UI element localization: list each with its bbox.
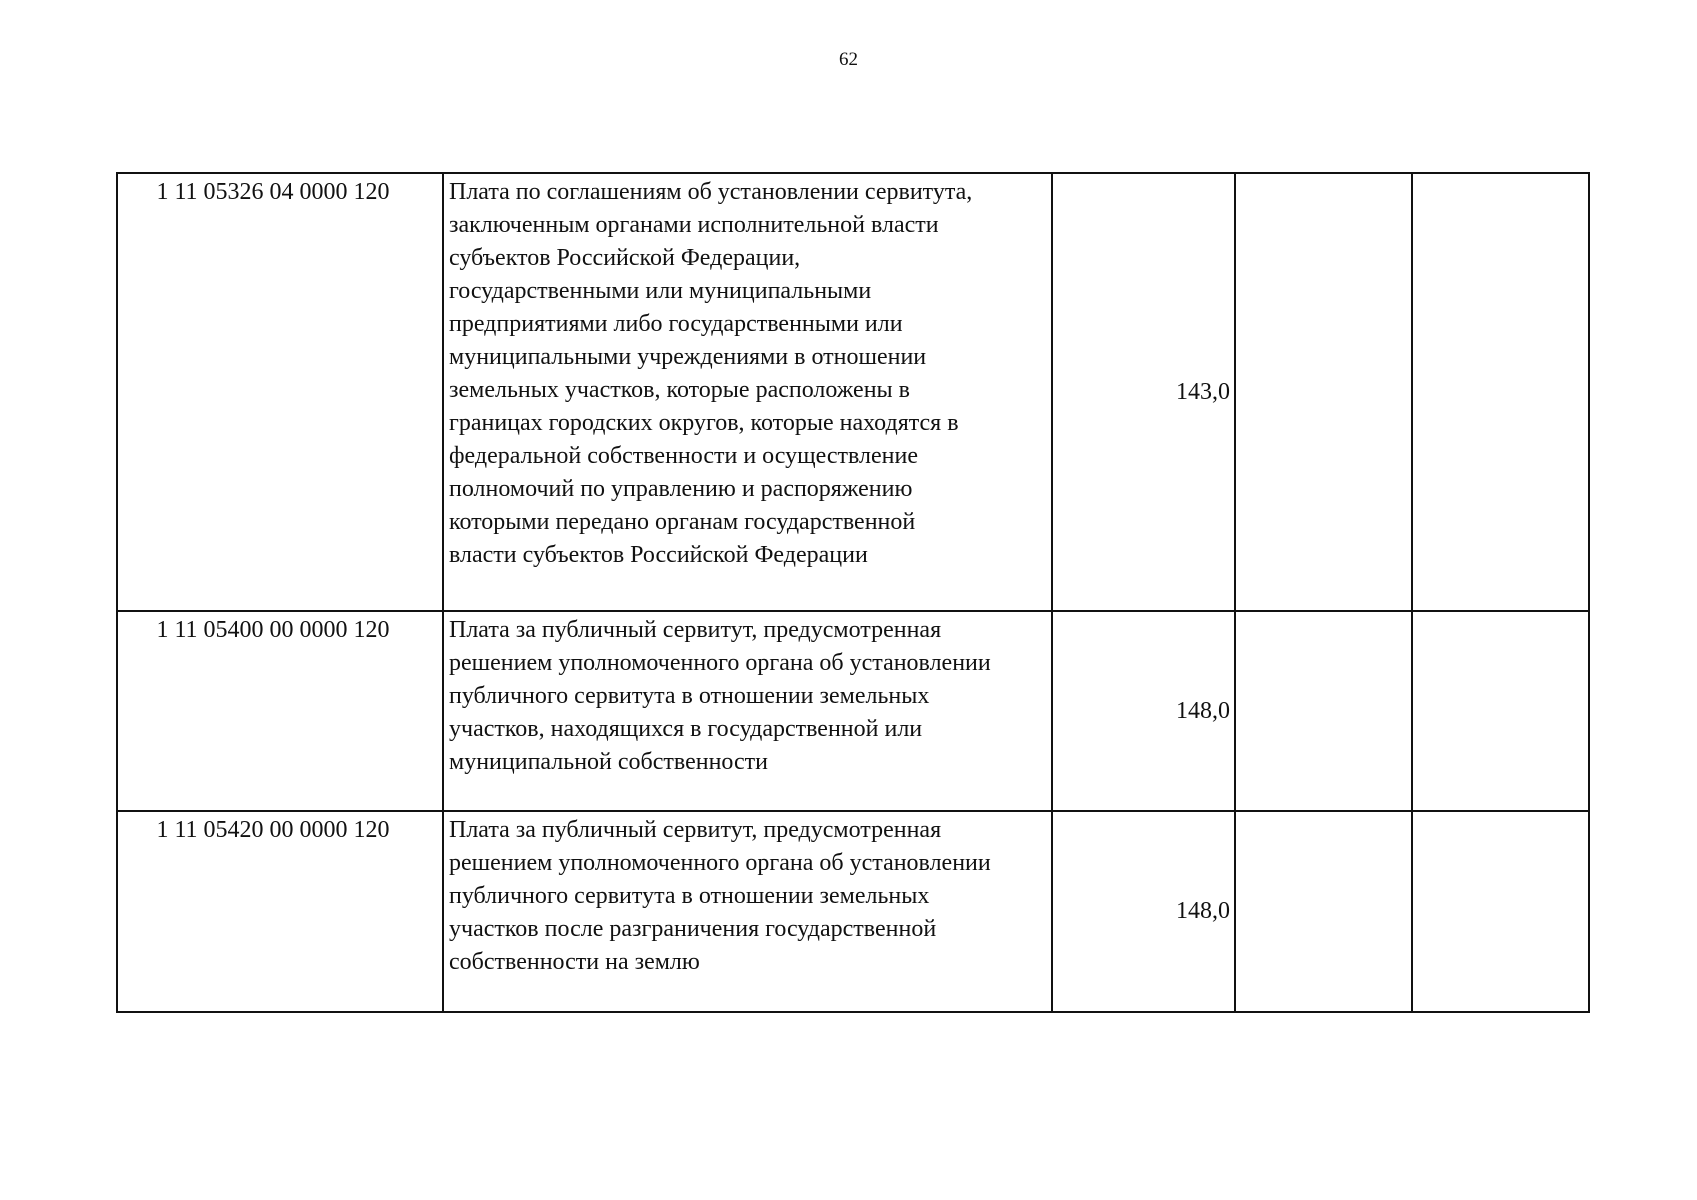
text-line: муниципальной собственности	[449, 749, 768, 775]
text-line: субъектов Российской Федерации,	[449, 245, 801, 271]
text-line: участков после разграничения государственной	[449, 916, 937, 942]
text-line: Плата по соглашениям об установлении сервитута,	[449, 179, 973, 205]
empty-cell	[1235, 611, 1412, 811]
text-line: решением уполномоченного органа об установлении	[449, 650, 991, 676]
budget-code-cell: 1 11 05420 00 0000 120	[117, 811, 443, 1012]
empty-cell	[1412, 611, 1589, 811]
text-line: заключенным органами исполнительной власти	[449, 212, 939, 238]
revenue-table	[116, 172, 1590, 1013]
text-line: которыми передано органам государственной	[449, 509, 916, 535]
text-line: государственными или муниципальными	[449, 278, 872, 304]
empty-cell	[1412, 811, 1589, 1012]
text-line: Плата за публичный сервитут, предусмотренная	[449, 617, 942, 643]
text-line: собственности на землю	[449, 949, 700, 975]
table-row	[117, 811, 1589, 1012]
page-number: 62	[839, 49, 858, 70]
budget-code-cell: 1 11 05400 00 0000 120	[117, 611, 443, 811]
text-line: земельных участков, которые расположены в	[449, 377, 911, 403]
text-line: публичного сервитута в отношении земельных	[449, 883, 930, 909]
revenue-name-cell	[443, 811, 1052, 1012]
amount-cell: 148,0	[1052, 811, 1235, 1012]
empty-cell	[1412, 173, 1589, 611]
text-line: полномочий по управлению и распоряжению	[449, 476, 913, 502]
text-line: участков, находящихся в государственной или	[449, 716, 923, 742]
amount-cell: 143,0	[1052, 173, 1235, 611]
table-row	[117, 611, 1589, 811]
revenue-name-cell	[443, 173, 1052, 611]
text-line: публичного сервитута в отношении земельных	[449, 683, 930, 709]
text-line: Плата за публичный сервитут, предусмотренная	[449, 817, 942, 843]
text-line: границах городских округов, которые находятся в	[449, 410, 959, 436]
empty-cell	[1235, 811, 1412, 1012]
text-line: власти субъектов Российской Федерации	[449, 542, 868, 568]
text-line: решением уполномоченного органа об установлении	[449, 850, 991, 876]
text-line: муниципальными учреждениями в отношении	[449, 344, 927, 370]
revenue-name-cell	[443, 611, 1052, 811]
budget-code-cell: 1 11 05326 04 0000 120	[117, 173, 443, 611]
text-line: предприятиями либо государственными или	[449, 311, 903, 337]
table-row	[117, 173, 1589, 611]
amount-cell: 148,0	[1052, 611, 1235, 811]
empty-cell	[1235, 173, 1412, 611]
text-line: федеральной собственности и осуществление	[449, 443, 918, 469]
